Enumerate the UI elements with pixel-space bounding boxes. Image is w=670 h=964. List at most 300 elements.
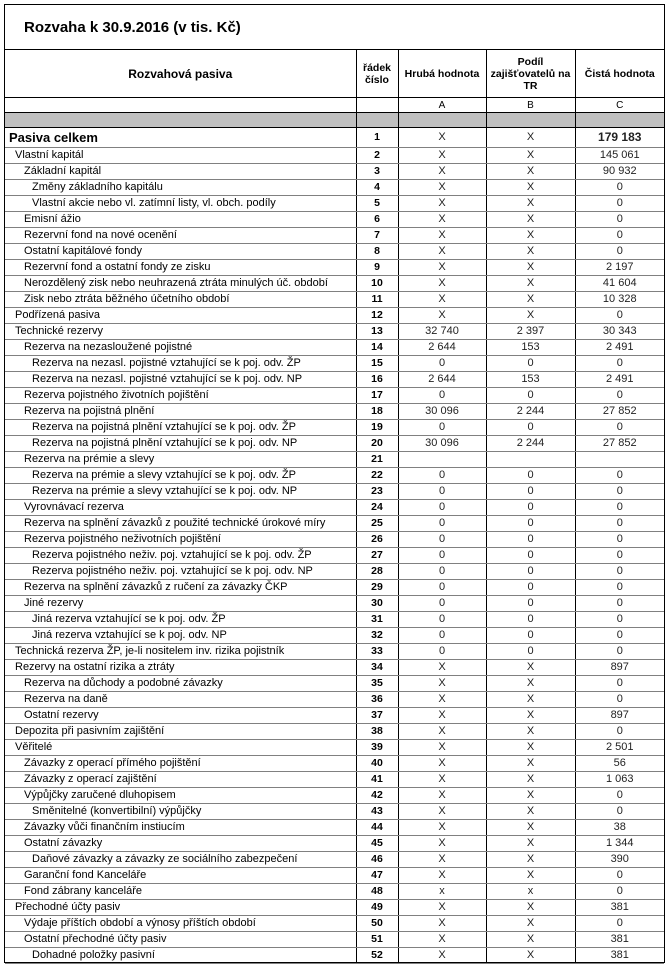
row-label: Jiná rezerva vztahující se k poj. odv. ŽP xyxy=(5,612,356,628)
gross-value: 0 xyxy=(398,628,486,644)
row-label: Výdaje příštích období a výnosy příštích období xyxy=(5,916,356,932)
table-row xyxy=(5,836,664,852)
gross-value: 0 xyxy=(398,612,486,628)
row-number: 4 xyxy=(356,180,398,196)
row-label: Emisní ážio xyxy=(5,212,356,228)
net-value: 0 xyxy=(575,468,664,484)
row-label: Nerozdělený zisk nebo neuhrazená ztráta minulých úč. období xyxy=(5,276,356,292)
reinsurer-share-value: 153 xyxy=(486,372,575,388)
reinsurer-share-value: X xyxy=(486,804,575,820)
row-number: 50 xyxy=(356,916,398,932)
net-value: 0 xyxy=(575,420,664,436)
row-number: 38 xyxy=(356,724,398,740)
row-label: Směnitelné (konvertibilní) výpůjčky xyxy=(5,804,356,820)
gross-value: X xyxy=(398,228,486,244)
table-row xyxy=(5,644,664,660)
table-row xyxy=(5,548,664,564)
net-value: 0 xyxy=(575,596,664,612)
table-row xyxy=(5,676,664,692)
row-label: Technická rezerva ŽP, je-li nositelem inv. rizika pojistník xyxy=(5,644,356,660)
table-row xyxy=(5,128,664,148)
net-value: 897 xyxy=(575,708,664,724)
gross-value: X xyxy=(398,932,486,948)
net-value: 38 xyxy=(575,820,664,836)
row-number: 25 xyxy=(356,516,398,532)
letter-blank xyxy=(5,98,356,113)
net-value: 0 xyxy=(575,308,664,324)
separator-cell xyxy=(575,113,664,128)
gross-value: 0 xyxy=(398,388,486,404)
reinsurer-share-value: x xyxy=(486,884,575,900)
gross-value: X xyxy=(398,292,486,308)
row-number: 27 xyxy=(356,548,398,564)
row-number: 42 xyxy=(356,788,398,804)
reinsurer-share-value: X xyxy=(486,676,575,692)
table-row xyxy=(5,436,664,452)
row-label: Rezerva na prémie a slevy vztahující se k poj. odv. ŽP xyxy=(5,468,356,484)
header-reinsurer-share: Podíl zajišťovatelů na TR xyxy=(486,50,575,98)
row-number: 21 xyxy=(356,452,398,468)
gross-value: X xyxy=(398,772,486,788)
reinsurer-share-value: X xyxy=(486,756,575,772)
gross-value: 32 740 xyxy=(398,324,486,340)
row-label: Rezerva na splnění závazků z ručení za závazky ČKP xyxy=(5,580,356,596)
column-letter-b: B xyxy=(486,98,575,113)
net-value: 381 xyxy=(575,932,664,948)
net-value: 0 xyxy=(575,500,664,516)
gross-value: X xyxy=(398,196,486,212)
gross-value: 0 xyxy=(398,580,486,596)
net-value: 0 xyxy=(575,532,664,548)
table-row xyxy=(5,900,664,916)
reinsurer-share-value: X xyxy=(486,244,575,260)
net-value: 0 xyxy=(575,916,664,932)
table-row xyxy=(5,868,664,884)
reinsurer-share-value: X xyxy=(486,292,575,308)
row-label: Rezerva pojistného neživ. poj. vztahující se k poj. odv. NP xyxy=(5,564,356,580)
row-number: 7 xyxy=(356,228,398,244)
net-value: 0 xyxy=(575,724,664,740)
table-row xyxy=(5,500,664,516)
gross-value: X xyxy=(398,692,486,708)
row-number: 11 xyxy=(356,292,398,308)
net-value: 2 491 xyxy=(575,340,664,356)
gross-value: X xyxy=(398,148,486,164)
reinsurer-share-value: X xyxy=(486,708,575,724)
column-letter-a: A xyxy=(398,98,486,113)
gross-value: 30 096 xyxy=(398,436,486,452)
row-number: 20 xyxy=(356,436,398,452)
reinsurer-share-value: X xyxy=(486,128,575,148)
net-value: 0 xyxy=(575,388,664,404)
liabilities-table xyxy=(5,50,664,964)
page-title: Rozvaha k 30.9.2016 (v tis. Kč) xyxy=(5,5,664,50)
row-label: Rezerva na daně xyxy=(5,692,356,708)
table-header-row xyxy=(5,50,664,98)
row-label: Zisk nebo ztráta běžného účetního období xyxy=(5,292,356,308)
table-row xyxy=(5,724,664,740)
table-row xyxy=(5,756,664,772)
row-number: 33 xyxy=(356,644,398,660)
row-label: Rezervní fond a ostatní fondy ze zisku xyxy=(5,260,356,276)
row-number: 16 xyxy=(356,372,398,388)
row-label: Podřízená pasiva xyxy=(5,308,356,324)
reinsurer-share-value: X xyxy=(486,788,575,804)
gross-value: 0 xyxy=(398,548,486,564)
net-value: 2 501 xyxy=(575,740,664,756)
row-number: 13 xyxy=(356,324,398,340)
row-number: 2 xyxy=(356,148,398,164)
row-label: Pasiva celkem xyxy=(5,128,356,148)
gross-value: X xyxy=(398,820,486,836)
table-row xyxy=(5,420,664,436)
row-number: 1 xyxy=(356,128,398,148)
reinsurer-share-value: 2 244 xyxy=(486,404,575,420)
reinsurer-share-value: 0 xyxy=(486,516,575,532)
table-row xyxy=(5,884,664,900)
row-label: Rezerva na nezasl. pojistné vztahující se k poj. odv. NP xyxy=(5,372,356,388)
row-number: 34 xyxy=(356,660,398,676)
table-row xyxy=(5,804,664,820)
gross-value: X xyxy=(398,724,486,740)
net-value: 0 xyxy=(575,692,664,708)
reinsurer-share-value: 153 xyxy=(486,340,575,356)
net-value: 0 xyxy=(575,676,664,692)
reinsurer-share-value: X xyxy=(486,740,575,756)
reinsurer-share-value: 0 xyxy=(486,548,575,564)
net-value: 381 xyxy=(575,900,664,916)
reinsurer-share-value: X xyxy=(486,196,575,212)
row-label: Rezervní fond na nové ocenění xyxy=(5,228,356,244)
gross-value: X xyxy=(398,756,486,772)
row-number: 32 xyxy=(356,628,398,644)
gross-value: X xyxy=(398,260,486,276)
net-value: 0 xyxy=(575,356,664,372)
net-value: 1 344 xyxy=(575,836,664,852)
gross-value: X xyxy=(398,916,486,932)
separator-cell xyxy=(356,113,398,128)
gross-value: X xyxy=(398,948,486,964)
row-label: Daňové závazky a závazky ze sociálního zabezpečení xyxy=(5,852,356,868)
header-row-number: řádek číslo xyxy=(356,50,398,98)
separator-cell xyxy=(5,113,356,128)
header-net: Čistá hodnota xyxy=(575,50,664,98)
row-label: Rezerva na prémie a slevy vztahující se k poj. odv. NP xyxy=(5,484,356,500)
row-number: 6 xyxy=(356,212,398,228)
net-value: 0 xyxy=(575,564,664,580)
table-row xyxy=(5,228,664,244)
row-label: Závazky vůči finančním instiucím xyxy=(5,820,356,836)
reinsurer-share-value: X xyxy=(486,660,575,676)
row-label: Rezerva pojistného neživotních pojištění xyxy=(5,532,356,548)
table-row xyxy=(5,932,664,948)
table-row xyxy=(5,692,664,708)
row-label: Rezerva na pojistná plnění vztahující se k poj. odv. NP xyxy=(5,436,356,452)
gross-value: 2 644 xyxy=(398,372,486,388)
row-number: 39 xyxy=(356,740,398,756)
net-value: 0 xyxy=(575,228,664,244)
table-row xyxy=(5,164,664,180)
net-value: 10 328 xyxy=(575,292,664,308)
reinsurer-share-value: X xyxy=(486,276,575,292)
table-row xyxy=(5,628,664,644)
table-row xyxy=(5,452,664,468)
net-value: 0 xyxy=(575,212,664,228)
reinsurer-share-value: 0 xyxy=(486,356,575,372)
row-label: Rezerva pojistného neživ. poj. vztahující se k poj. odv. ŽP xyxy=(5,548,356,564)
row-number: 46 xyxy=(356,852,398,868)
column-letter-c: C xyxy=(575,98,664,113)
row-number: 36 xyxy=(356,692,398,708)
reinsurer-share-value: X xyxy=(486,228,575,244)
row-number: 19 xyxy=(356,420,398,436)
gross-value: X xyxy=(398,868,486,884)
net-value: 381 xyxy=(575,948,664,964)
table-body xyxy=(5,128,664,964)
row-number: 49 xyxy=(356,900,398,916)
row-number: 35 xyxy=(356,676,398,692)
net-value: 0 xyxy=(575,548,664,564)
reinsurer-share-value: X xyxy=(486,948,575,964)
row-label: Rezerva na nezasloužené pojistné xyxy=(5,340,356,356)
row-label: Technické rezervy xyxy=(5,324,356,340)
row-number: 18 xyxy=(356,404,398,420)
column-letters-row xyxy=(5,98,664,113)
row-number: 23 xyxy=(356,484,398,500)
row-number: 52 xyxy=(356,948,398,964)
net-value: 2 491 xyxy=(575,372,664,388)
table-row xyxy=(5,196,664,212)
row-label: Ostatní rezervy xyxy=(5,708,356,724)
row-number: 17 xyxy=(356,388,398,404)
row-label: Ostatní kapitálové fondy xyxy=(5,244,356,260)
row-number: 29 xyxy=(356,580,398,596)
net-value: 0 xyxy=(575,516,664,532)
letter-blank xyxy=(356,98,398,113)
table-row xyxy=(5,276,664,292)
gross-value xyxy=(398,452,486,468)
row-label: Věřitelé xyxy=(5,740,356,756)
table-row xyxy=(5,820,664,836)
table-row xyxy=(5,916,664,932)
gross-value: x xyxy=(398,884,486,900)
reinsurer-share-value: X xyxy=(486,148,575,164)
row-number: 45 xyxy=(356,836,398,852)
reinsurer-share-value: X xyxy=(486,308,575,324)
gross-value: X xyxy=(398,128,486,148)
table-row xyxy=(5,468,664,484)
reinsurer-share-value: 0 xyxy=(486,388,575,404)
net-value: 2 197 xyxy=(575,260,664,276)
reinsurer-share-value: 0 xyxy=(486,628,575,644)
reinsurer-share-value: 0 xyxy=(486,644,575,660)
row-number: 3 xyxy=(356,164,398,180)
row-number: 15 xyxy=(356,356,398,372)
row-number: 22 xyxy=(356,468,398,484)
net-value: 390 xyxy=(575,852,664,868)
table-row xyxy=(5,292,664,308)
row-label: Rezervy na ostatní rizika a ztráty xyxy=(5,660,356,676)
table-row xyxy=(5,740,664,756)
reinsurer-share-value: 0 xyxy=(486,564,575,580)
table-row xyxy=(5,324,664,340)
gross-value: X xyxy=(398,308,486,324)
reinsurer-share-value: X xyxy=(486,692,575,708)
row-label: Rezerva na pojistná plnění vztahující se k poj. odv. ŽP xyxy=(5,420,356,436)
row-label: Rezerva pojistného životních pojištění xyxy=(5,388,356,404)
gross-value: 0 xyxy=(398,468,486,484)
gross-value: X xyxy=(398,660,486,676)
row-number: 5 xyxy=(356,196,398,212)
row-number: 41 xyxy=(356,772,398,788)
net-value: 0 xyxy=(575,788,664,804)
table-row xyxy=(5,388,664,404)
reinsurer-share-value: X xyxy=(486,916,575,932)
net-value: 56 xyxy=(575,756,664,772)
row-label: Rezerva na nezasl. pojistné vztahující se k poj. odv. ŽP xyxy=(5,356,356,372)
row-label: Vlastní akcie nebo vl. zatímní listy, vl. obch. podíly xyxy=(5,196,356,212)
net-value: 897 xyxy=(575,660,664,676)
row-label: Rezerva na pojistná plnění xyxy=(5,404,356,420)
reinsurer-share-value: X xyxy=(486,180,575,196)
table-row xyxy=(5,708,664,724)
table-row xyxy=(5,596,664,612)
gross-value: X xyxy=(398,212,486,228)
row-number: 28 xyxy=(356,564,398,580)
row-label: Závazky z operací zajištění xyxy=(5,772,356,788)
table-row xyxy=(5,404,664,420)
gross-value: 0 xyxy=(398,484,486,500)
gross-value: X xyxy=(398,676,486,692)
gross-value: 0 xyxy=(398,356,486,372)
gross-value: 0 xyxy=(398,500,486,516)
gross-value: 0 xyxy=(398,564,486,580)
separator-row xyxy=(5,113,664,128)
row-number: 48 xyxy=(356,884,398,900)
net-value: 0 xyxy=(575,804,664,820)
row-label: Vlastní kapitál xyxy=(5,148,356,164)
gross-value: 0 xyxy=(398,644,486,660)
reinsurer-share-value: X xyxy=(486,724,575,740)
gross-value: X xyxy=(398,708,486,724)
row-number: 26 xyxy=(356,532,398,548)
header-name: Rozvahová pasiva xyxy=(5,50,356,98)
net-value: 0 xyxy=(575,244,664,260)
net-value: 0 xyxy=(575,180,664,196)
table-row xyxy=(5,372,664,388)
reinsurer-share-value: X xyxy=(486,836,575,852)
table-row xyxy=(5,532,664,548)
row-number: 30 xyxy=(356,596,398,612)
table-row xyxy=(5,356,664,372)
reinsurer-share-value: X xyxy=(486,820,575,836)
row-label: Ostatní přechodné účty pasiv xyxy=(5,932,356,948)
row-label: Závazky z operací přímého pojištění xyxy=(5,756,356,772)
net-value: 145 061 xyxy=(575,148,664,164)
reinsurer-share-value: X xyxy=(486,772,575,788)
row-label: Základní kapitál xyxy=(5,164,356,180)
row-number: 40 xyxy=(356,756,398,772)
reinsurer-share-value: X xyxy=(486,900,575,916)
net-value: 27 852 xyxy=(575,436,664,452)
gross-value: X xyxy=(398,836,486,852)
row-label: Depozita při pasivním zajištění xyxy=(5,724,356,740)
gross-value: X xyxy=(398,788,486,804)
net-value: 0 xyxy=(575,868,664,884)
reinsurer-share-value: X xyxy=(486,852,575,868)
table-row xyxy=(5,580,664,596)
table-row xyxy=(5,788,664,804)
table-row xyxy=(5,612,664,628)
net-value: 1 063 xyxy=(575,772,664,788)
row-number: 31 xyxy=(356,612,398,628)
net-value: 0 xyxy=(575,196,664,212)
net-value: 0 xyxy=(575,612,664,628)
table-row xyxy=(5,180,664,196)
row-number: 44 xyxy=(356,820,398,836)
row-number: 43 xyxy=(356,804,398,820)
gross-value: X xyxy=(398,900,486,916)
gross-value: 0 xyxy=(398,596,486,612)
row-label: Vyrovnávací rezerva xyxy=(5,500,356,516)
reinsurer-share-value: 0 xyxy=(486,420,575,436)
table-row xyxy=(5,308,664,324)
gross-value: X xyxy=(398,740,486,756)
row-label: Výpůjčky zaručené dluhopisem xyxy=(5,788,356,804)
row-label: Přechodné účty pasiv xyxy=(5,900,356,916)
row-label: Rezerva na splnění závazků z použité technické úrokové míry xyxy=(5,516,356,532)
gross-value: 0 xyxy=(398,532,486,548)
reinsurer-share-value: 0 xyxy=(486,484,575,500)
row-label: Změny základního kapitálu xyxy=(5,180,356,196)
row-number: 24 xyxy=(356,500,398,516)
net-value: 0 xyxy=(575,580,664,596)
row-label: Rezerva na prémie a slevy xyxy=(5,452,356,468)
table-row xyxy=(5,948,664,964)
gross-value: 0 xyxy=(398,516,486,532)
reinsurer-share-value: 0 xyxy=(486,596,575,612)
reinsurer-share-value: 0 xyxy=(486,612,575,628)
gross-value: X xyxy=(398,276,486,292)
reinsurer-share-value: X xyxy=(486,212,575,228)
gross-value: X xyxy=(398,804,486,820)
net-value: 0 xyxy=(575,884,664,900)
reinsurer-share-value xyxy=(486,452,575,468)
net-value: 27 852 xyxy=(575,404,664,420)
row-label: Jiné rezervy xyxy=(5,596,356,612)
row-number: 8 xyxy=(356,244,398,260)
reinsurer-share-value: X xyxy=(486,932,575,948)
reinsurer-share-value: X xyxy=(486,260,575,276)
gross-value: 0 xyxy=(398,420,486,436)
row-label: Garanční fond Kanceláře xyxy=(5,868,356,884)
gross-value: 30 096 xyxy=(398,404,486,420)
gross-value: X xyxy=(398,180,486,196)
header-gross: Hrubá hodnota xyxy=(398,50,486,98)
row-label: Dohadné položky pasivní xyxy=(5,948,356,964)
table-row xyxy=(5,660,664,676)
reinsurer-share-value: 2 244 xyxy=(486,436,575,452)
net-value: 0 xyxy=(575,484,664,500)
reinsurer-share-value: 2 397 xyxy=(486,324,575,340)
reinsurer-share-value: 0 xyxy=(486,468,575,484)
net-value: 0 xyxy=(575,644,664,660)
row-number: 14 xyxy=(356,340,398,356)
gross-value: 2 644 xyxy=(398,340,486,356)
reinsurer-share-value: 0 xyxy=(486,580,575,596)
table-row xyxy=(5,852,664,868)
table-row xyxy=(5,148,664,164)
